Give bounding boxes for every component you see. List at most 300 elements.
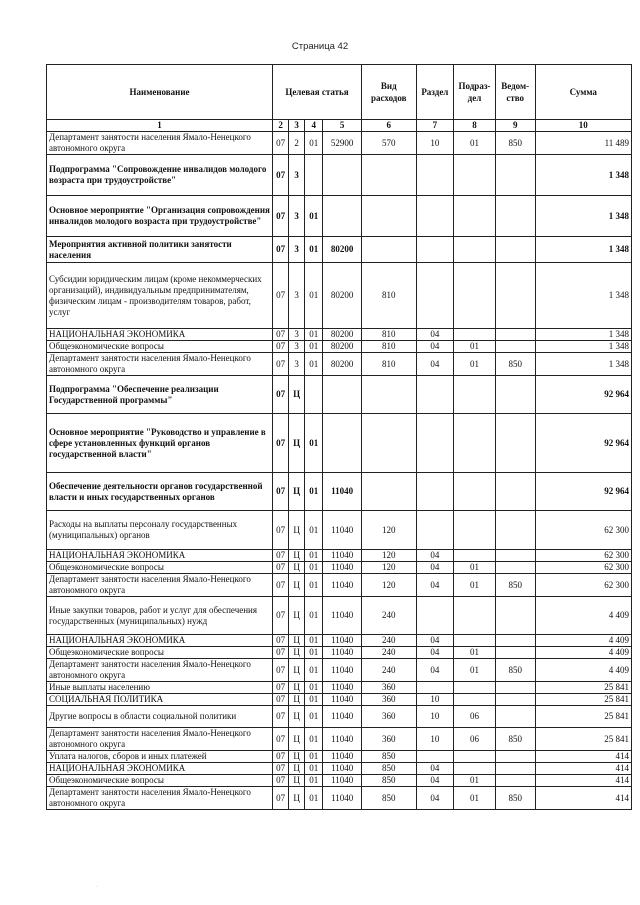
cell-activity: 01 xyxy=(305,597,323,635)
cell-name: Департамент занятости населения Ямало-Ненецкого автономного округа xyxy=(47,659,273,682)
cell-direction: 11040 xyxy=(323,550,362,562)
cell-expense-type: 570 xyxy=(361,132,416,155)
cell-activity: 01 xyxy=(305,132,323,155)
column-number: 3 xyxy=(289,120,305,132)
cell-subsection xyxy=(454,682,496,694)
cell-sum: 25 841 xyxy=(535,728,631,751)
cell-subprogram: Ц xyxy=(289,562,305,574)
cell-sum: 62 300 xyxy=(535,511,631,550)
cell-program: 07 xyxy=(273,728,289,751)
cell-sum: 4 409 xyxy=(535,635,631,647)
cell-direction: 11040 xyxy=(323,751,362,763)
cell-section xyxy=(416,155,454,196)
cell-direction: 11040 xyxy=(323,635,362,647)
table-row xyxy=(47,574,632,597)
cell-sum: 92 964 xyxy=(535,376,631,414)
cell-activity: 01 xyxy=(305,574,323,597)
cell-direction: 11040 xyxy=(323,647,362,659)
cell-name: Департамент занятости населения Ямало-Ненецкого автономного округа xyxy=(47,353,273,376)
cell-activity: 01 xyxy=(305,682,323,694)
cell-subprogram: 3 xyxy=(289,263,305,329)
column-number: 2 xyxy=(273,120,289,132)
cell-department xyxy=(495,329,535,341)
page-title: Страница 42 xyxy=(291,41,349,52)
cell-subprogram: 3 xyxy=(289,353,305,376)
cell-direction: 80200 xyxy=(323,237,362,263)
cell-program: 07 xyxy=(273,376,289,414)
cell-name: НАЦИОНАЛЬНАЯ ЭКОНОМИКА xyxy=(47,763,273,775)
cell-subsection xyxy=(454,694,496,706)
cell-department xyxy=(495,635,535,647)
cell-sum: 4 409 xyxy=(535,659,631,682)
table-row xyxy=(47,763,632,775)
cell-department xyxy=(495,550,535,562)
cell-subsection: 01 xyxy=(454,353,496,376)
cell-subprogram: Ц xyxy=(289,473,305,511)
cell-section: 04 xyxy=(416,341,454,353)
cell-activity xyxy=(305,155,323,196)
cell-expense-type: 360 xyxy=(361,728,416,751)
cell-activity: 01 xyxy=(305,550,323,562)
cell-program: 07 xyxy=(273,562,289,574)
table-row xyxy=(47,353,632,376)
cell-name: Уплата налогов, сборов и иных платежей xyxy=(47,751,273,763)
column-number: 6 xyxy=(361,120,416,132)
cell-subsection: 06 xyxy=(454,706,496,728)
budget-table xyxy=(46,64,632,810)
table-row xyxy=(47,706,632,728)
cell-subprogram: 3 xyxy=(289,341,305,353)
cell-program: 07 xyxy=(273,659,289,682)
cell-subprogram: Ц xyxy=(289,728,305,751)
cell-department: 850 xyxy=(495,659,535,682)
cell-department xyxy=(495,775,535,787)
cell-sum: 4 409 xyxy=(535,597,631,635)
cell-direction: 11040 xyxy=(323,763,362,775)
cell-program: 07 xyxy=(273,473,289,511)
cell-department xyxy=(495,376,535,414)
cell-expense-type: 810 xyxy=(361,341,416,353)
cell-subsection xyxy=(454,329,496,341)
cell-expense-type xyxy=(361,237,416,263)
cell-department xyxy=(495,341,535,353)
cell-name: Департамент занятости населения Ямало-Ненецкого автономного округа xyxy=(47,787,273,810)
header-section: Раздел xyxy=(416,65,454,120)
cell-name: Расходы на выплаты персоналу государственных (муниципальных) органов xyxy=(47,511,273,550)
cell-section: 10 xyxy=(416,132,454,155)
cell-sum: 1 348 xyxy=(535,155,631,196)
cell-activity: 01 xyxy=(305,763,323,775)
cell-activity: 01 xyxy=(305,728,323,751)
cell-sum: 1 348 xyxy=(535,237,631,263)
cell-activity: 01 xyxy=(305,237,323,263)
cell-program: 07 xyxy=(273,329,289,341)
cell-activity: 01 xyxy=(305,562,323,574)
cell-program: 07 xyxy=(273,237,289,263)
cell-activity: 01 xyxy=(305,751,323,763)
cell-department xyxy=(495,562,535,574)
cell-name: НАЦИОНАЛЬНАЯ ЭКОНОМИКА xyxy=(47,550,273,562)
cell-subsection xyxy=(454,550,496,562)
cell-subsection xyxy=(454,511,496,550)
cell-activity: 01 xyxy=(305,196,323,237)
header-target: Целевая статья xyxy=(273,65,362,120)
cell-section: 04 xyxy=(416,635,454,647)
cell-subprogram: 3 xyxy=(289,237,305,263)
cell-program: 07 xyxy=(273,635,289,647)
cell-expense-type: 360 xyxy=(361,694,416,706)
cell-direction: 11040 xyxy=(323,775,362,787)
cell-name: Подпрограмма "Сопровождение инвалидов молодого возраста при трудоустройстве" xyxy=(47,155,273,196)
cell-section xyxy=(416,682,454,694)
cell-subprogram: 3 xyxy=(289,155,305,196)
table-row xyxy=(47,155,632,196)
cell-sum: 414 xyxy=(535,775,631,787)
cell-program: 07 xyxy=(273,597,289,635)
cell-activity: 01 xyxy=(305,473,323,511)
cell-expense-type: 850 xyxy=(361,751,416,763)
table-row xyxy=(47,550,632,562)
table-row xyxy=(47,237,632,263)
cell-direction: 80200 xyxy=(323,353,362,376)
cell-sum: 414 xyxy=(535,763,631,775)
cell-subsection: 01 xyxy=(454,659,496,682)
cell-activity: 01 xyxy=(305,263,323,329)
cell-subprogram: Ц xyxy=(289,647,305,659)
cell-department xyxy=(495,597,535,635)
cell-subsection: 01 xyxy=(454,787,496,810)
cell-department: 850 xyxy=(495,132,535,155)
cell-department: 850 xyxy=(495,787,535,810)
cell-direction: 11040 xyxy=(323,706,362,728)
table-row xyxy=(47,659,632,682)
cell-expense-type: 120 xyxy=(361,562,416,574)
cell-expense-type: 120 xyxy=(361,574,416,597)
cell-section xyxy=(416,751,454,763)
cell-expense-type: 240 xyxy=(361,647,416,659)
cell-subprogram: Ц xyxy=(289,706,305,728)
cell-section xyxy=(416,263,454,329)
table-row xyxy=(47,647,632,659)
cell-subprogram: 3 xyxy=(289,196,305,237)
cell-sum: 25 841 xyxy=(535,706,631,728)
cell-section: 04 xyxy=(416,775,454,787)
cell-program: 07 xyxy=(273,155,289,196)
cell-program: 07 xyxy=(273,751,289,763)
table-row xyxy=(47,597,632,635)
column-number: 1 xyxy=(47,120,273,132)
header-name: Наименование xyxy=(47,65,273,120)
cell-activity: 01 xyxy=(305,787,323,810)
cell-subsection xyxy=(454,635,496,647)
cell-subprogram: Ц xyxy=(289,682,305,694)
cell-name: Обеспечение деятельности органов государственной власти и иных государственных органов xyxy=(47,473,273,511)
cell-section xyxy=(416,237,454,263)
cell-department xyxy=(495,511,535,550)
cell-subprogram: Ц xyxy=(289,694,305,706)
cell-sum: 1 348 xyxy=(535,353,631,376)
cell-expense-type xyxy=(361,196,416,237)
cell-program: 07 xyxy=(273,775,289,787)
cell-section xyxy=(416,376,454,414)
cell-expense-type: 810 xyxy=(361,353,416,376)
cell-sum: 4 409 xyxy=(535,647,631,659)
cell-subprogram: Ц xyxy=(289,775,305,787)
header-subsection: Подраз-дел xyxy=(454,65,496,120)
cell-direction: 11040 xyxy=(323,597,362,635)
cell-expense-type xyxy=(361,473,416,511)
cell-program: 07 xyxy=(273,706,289,728)
cell-name: Иные выплаты населению xyxy=(47,682,273,694)
cell-section: 04 xyxy=(416,562,454,574)
table-row xyxy=(47,787,632,810)
cell-section: 04 xyxy=(416,659,454,682)
cell-program: 07 xyxy=(273,414,289,473)
cell-name: Общеэкономические вопросы xyxy=(47,341,273,353)
cell-subprogram: 2 xyxy=(289,132,305,155)
cell-expense-type: 240 xyxy=(361,597,416,635)
cell-sum: 1 348 xyxy=(535,196,631,237)
header-sum: Сумма xyxy=(535,65,631,120)
cell-expense-type: 120 xyxy=(361,511,416,550)
cell-subsection xyxy=(454,597,496,635)
cell-department xyxy=(495,473,535,511)
cell-name: Общеэкономические вопросы xyxy=(47,562,273,574)
cell-direction xyxy=(323,155,362,196)
cell-subsection xyxy=(454,763,496,775)
cell-subsection: 01 xyxy=(454,574,496,597)
cell-subprogram: Ц xyxy=(289,635,305,647)
table-row xyxy=(47,473,632,511)
cell-expense-type: 240 xyxy=(361,659,416,682)
cell-subprogram: Ц xyxy=(289,511,305,550)
table-row xyxy=(47,562,632,574)
cell-sum: 25 841 xyxy=(535,682,631,694)
cell-department: 850 xyxy=(495,728,535,751)
cell-subsection: 01 xyxy=(454,775,496,787)
cell-subprogram: Ц xyxy=(289,659,305,682)
table-row xyxy=(47,341,632,353)
cell-activity: 01 xyxy=(305,694,323,706)
cell-subprogram: Ц xyxy=(289,376,305,414)
cell-expense-type xyxy=(361,414,416,473)
cell-activity: 01 xyxy=(305,706,323,728)
cell-name: Подпрограмма "Обеспечение реализации Государственной программы" xyxy=(47,376,273,414)
cell-subsection xyxy=(454,473,496,511)
cell-sum: 92 964 xyxy=(535,414,631,473)
cell-direction: 80200 xyxy=(323,341,362,353)
cell-activity: 01 xyxy=(305,775,323,787)
cell-activity: 01 xyxy=(305,329,323,341)
cell-sum: 62 300 xyxy=(535,562,631,574)
table-row xyxy=(47,196,632,237)
cell-name: Департамент занятости населения Ямало-Ненецкого автономного округа xyxy=(47,574,273,597)
cell-name: Основное мероприятие "Руководство и управление в сфере установленных функций органов государственной власти" xyxy=(47,414,273,473)
cell-subsection xyxy=(454,196,496,237)
cell-department xyxy=(495,694,535,706)
cell-expense-type xyxy=(361,155,416,196)
cell-sum: 1 348 xyxy=(535,263,631,329)
cell-program: 07 xyxy=(273,341,289,353)
cell-activity: 01 xyxy=(305,647,323,659)
cell-section xyxy=(416,511,454,550)
cell-direction: 52900 xyxy=(323,132,362,155)
cell-subprogram: Ц xyxy=(289,597,305,635)
cell-direction: 11040 xyxy=(323,473,362,511)
cell-sum: 414 xyxy=(535,787,631,810)
cell-sum: 25 841 xyxy=(535,694,631,706)
cell-name: СОЦИАЛЬНАЯ ПОЛИТИКА xyxy=(47,694,273,706)
cell-subsection xyxy=(454,237,496,263)
cell-name: Иные закупки товаров, работ и услуг для обеспечения государственных (муниципальных) нужд xyxy=(47,597,273,635)
cell-program: 07 xyxy=(273,682,289,694)
cell-direction xyxy=(323,414,362,473)
cell-direction: 80200 xyxy=(323,263,362,329)
cell-sum: 11 489 xyxy=(535,132,631,155)
cell-expense-type: 850 xyxy=(361,787,416,810)
cell-department xyxy=(495,682,535,694)
cell-direction: 11040 xyxy=(323,728,362,751)
cell-name: Департамент занятости населения Ямало-Ненецкого автономного округа xyxy=(47,132,273,155)
cell-direction: 11040 xyxy=(323,682,362,694)
cell-direction xyxy=(323,376,362,414)
cell-program: 07 xyxy=(273,787,289,810)
cell-name: Мероприятия активной политики занятости населения xyxy=(47,237,273,263)
cell-name: НАЦИОНАЛЬНАЯ ЭКОНОМИКА xyxy=(47,329,273,341)
column-number: 8 xyxy=(454,120,496,132)
cell-program: 07 xyxy=(273,574,289,597)
cell-subprogram: Ц xyxy=(289,550,305,562)
cell-subsection xyxy=(454,155,496,196)
cell-direction: 11040 xyxy=(323,659,362,682)
cell-sum: 414 xyxy=(535,751,631,763)
column-number: 5 xyxy=(323,120,362,132)
cell-sum: 62 300 xyxy=(535,574,631,597)
table-row xyxy=(47,682,632,694)
cell-direction: 11040 xyxy=(323,511,362,550)
cell-subsection xyxy=(454,414,496,473)
cell-department xyxy=(495,763,535,775)
cell-subprogram: 3 xyxy=(289,329,305,341)
cell-subprogram: Ц xyxy=(289,763,305,775)
header-expense-type: Вид расходов xyxy=(361,65,416,120)
cell-subsection xyxy=(454,751,496,763)
cell-program: 07 xyxy=(273,694,289,706)
cell-program: 07 xyxy=(273,353,289,376)
cell-expense-type: 810 xyxy=(361,263,416,329)
cell-direction: 80200 xyxy=(323,329,362,341)
table-row xyxy=(47,132,632,155)
cell-activity: 01 xyxy=(305,511,323,550)
cell-section: 04 xyxy=(416,763,454,775)
cell-department xyxy=(495,414,535,473)
cell-activity: 01 xyxy=(305,635,323,647)
cell-section: 10 xyxy=(416,706,454,728)
cell-expense-type: 360 xyxy=(361,682,416,694)
cell-department: 850 xyxy=(495,574,535,597)
header-department: Ведом-ство xyxy=(495,65,535,120)
table-row xyxy=(47,376,632,414)
cell-section: 04 xyxy=(416,329,454,341)
cell-sum: 1 348 xyxy=(535,341,631,353)
cell-name: Общеэкономические вопросы xyxy=(47,647,273,659)
cell-subsection: 01 xyxy=(454,647,496,659)
cell-expense-type: 850 xyxy=(361,775,416,787)
cell-direction: 11040 xyxy=(323,574,362,597)
table-row xyxy=(47,263,632,329)
cell-department xyxy=(495,196,535,237)
cell-section xyxy=(416,414,454,473)
column-number: 7 xyxy=(416,120,454,132)
cell-activity xyxy=(305,376,323,414)
column-number: 10 xyxy=(535,120,631,132)
cell-activity: 01 xyxy=(305,341,323,353)
cell-section: 04 xyxy=(416,647,454,659)
cell-subsection: 01 xyxy=(454,341,496,353)
cell-subprogram: Ц xyxy=(289,574,305,597)
table-row xyxy=(47,329,632,341)
cell-subsection: 01 xyxy=(454,562,496,574)
cell-section: 10 xyxy=(416,728,454,751)
cell-direction: 11040 xyxy=(323,787,362,810)
table-row xyxy=(47,635,632,647)
cell-program: 07 xyxy=(273,763,289,775)
cell-subprogram: Ц xyxy=(289,751,305,763)
cell-program: 07 xyxy=(273,550,289,562)
cell-section: 04 xyxy=(416,550,454,562)
cell-sum: 62 300 xyxy=(535,550,631,562)
cell-department xyxy=(495,751,535,763)
table-row xyxy=(47,728,632,751)
cell-section xyxy=(416,196,454,237)
table-row xyxy=(47,694,632,706)
cell-expense-type: 810 xyxy=(361,329,416,341)
cell-activity: 01 xyxy=(305,659,323,682)
cell-sum: 1 348 xyxy=(535,329,631,341)
cell-expense-type xyxy=(361,376,416,414)
cell-program: 07 xyxy=(273,647,289,659)
cell-name: Департамент занятости населения Ямало-Ненецкого автономного округа xyxy=(47,728,273,751)
cell-direction: 11040 xyxy=(323,562,362,574)
cell-department: 850 xyxy=(495,353,535,376)
column-number-row xyxy=(47,120,632,132)
table-row xyxy=(47,751,632,763)
cell-subsection xyxy=(454,376,496,414)
cell-expense-type: 850 xyxy=(361,763,416,775)
cell-section: 04 xyxy=(416,787,454,810)
scan-mark: · xyxy=(96,884,98,890)
cell-department xyxy=(495,155,535,196)
cell-sum: 92 964 xyxy=(535,473,631,511)
cell-activity: 01 xyxy=(305,353,323,376)
cell-department xyxy=(495,263,535,329)
cell-subprogram: Ц xyxy=(289,414,305,473)
table-row xyxy=(47,414,632,473)
cell-program: 07 xyxy=(273,132,289,155)
cell-program: 07 xyxy=(273,263,289,329)
cell-subsection: 01 xyxy=(454,132,496,155)
cell-name: Общеэкономические вопросы xyxy=(47,775,273,787)
cell-expense-type: 360 xyxy=(361,706,416,728)
cell-subsection xyxy=(454,263,496,329)
cell-department xyxy=(495,237,535,263)
cell-department xyxy=(495,706,535,728)
cell-name: Другие вопросы в области социальной политики xyxy=(47,706,273,728)
table-row xyxy=(47,511,632,550)
cell-name: Основное мероприятие "Организация сопровождения инвалидов молодого возраста при трудоустройстве" xyxy=(47,196,273,237)
cell-activity: 01 xyxy=(305,414,323,473)
cell-program: 07 xyxy=(273,196,289,237)
